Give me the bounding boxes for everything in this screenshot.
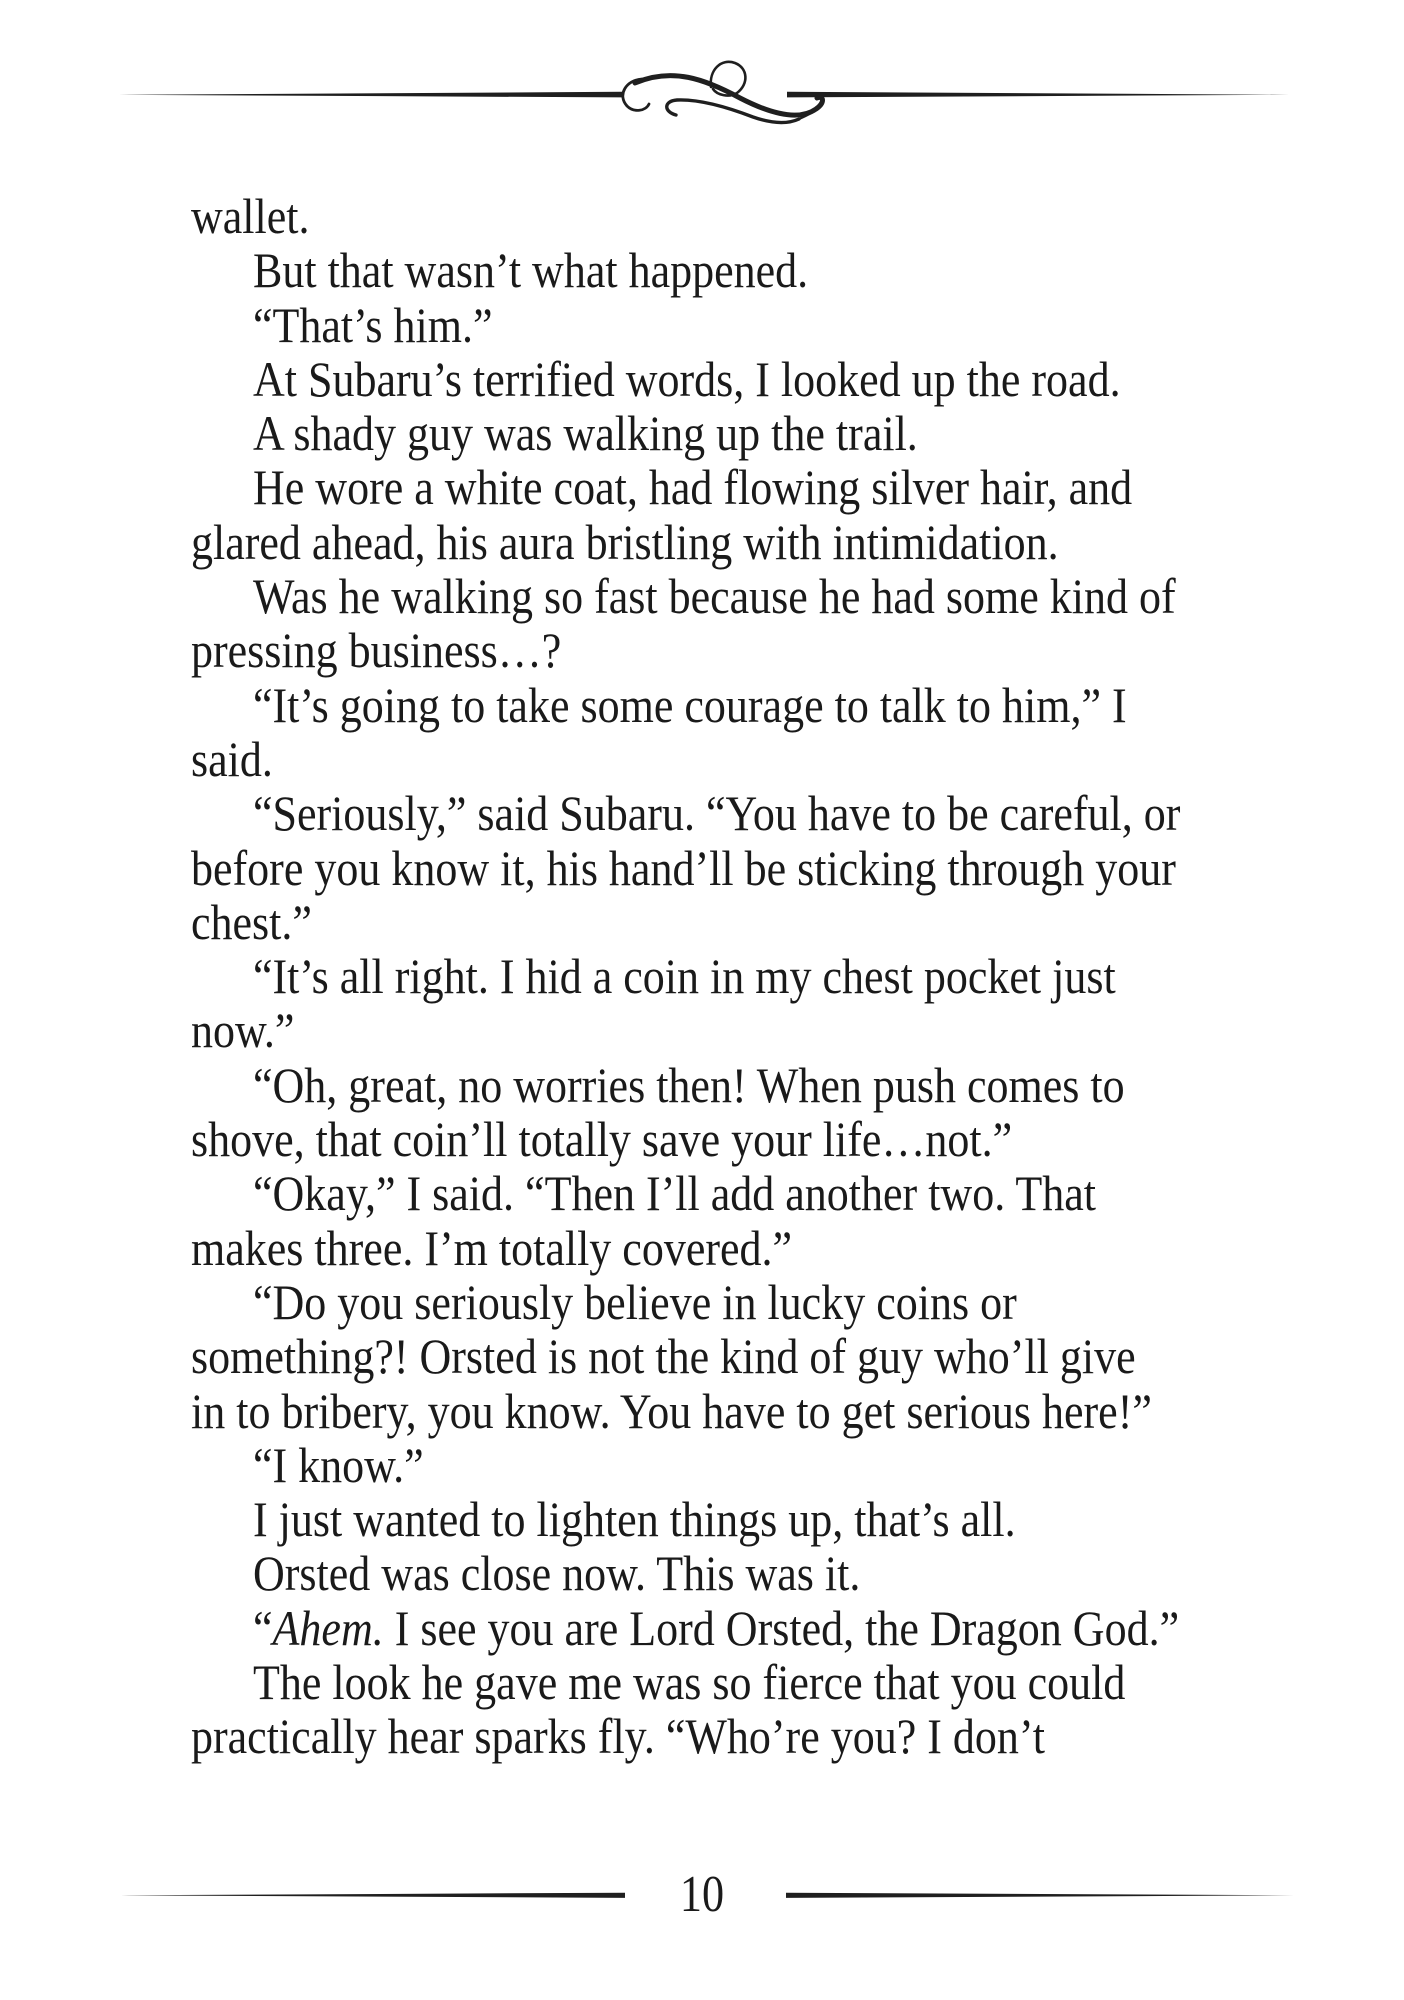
text-segment: At Subaru’s terrified words, I looked up the road.	[253, 350, 1121, 407]
text-segment: wallet.	[191, 188, 310, 244]
header-ornament	[0, 0, 1404, 150]
text-line	[253, 1166, 1144, 1220]
text-segment: chest.”	[191, 893, 312, 950]
text-line	[253, 949, 1144, 1003]
text-segment: before you know it, his hand’ll be sticking through your	[191, 839, 1176, 896]
text-line	[253, 1275, 1144, 1329]
text-segment: “It’s all right. I hid a coin in my chest pocket just	[253, 948, 1116, 1005]
text-line	[253, 1599, 1180, 1656]
page-number: 10	[679, 1866, 725, 1923]
text-line	[191, 1329, 1137, 1383]
text-segment: “	[253, 1599, 273, 1656]
text-segment: shove, that coin’ll totally save your life…not.”	[191, 1111, 1013, 1168]
text-segment: now.”	[191, 1002, 295, 1059]
text-segment-italic: Ahem.	[272, 1599, 384, 1656]
text-line	[253, 406, 1144, 460]
header-rule-left	[119, 92, 622, 98]
text-line	[253, 1058, 1144, 1112]
text-segment: The look he gave me was so fierce that you could	[253, 1654, 1126, 1711]
text-segment: makes three. I’m totally covered.”	[191, 1219, 793, 1276]
text-segment: But that wasn’t what happened.	[253, 242, 809, 299]
text-segment: I see you are Lord Orsted, the Dragon God.”	[383, 1599, 1180, 1656]
text-segment: I just wanted to lighten things up, that’s all.	[253, 1491, 1016, 1548]
text-line	[253, 243, 1144, 297]
text-segment: “Okay,” I said. “Then I’ll add another two. That	[253, 1165, 1097, 1222]
text-line	[191, 1221, 1137, 1275]
text-line	[253, 1655, 1144, 1709]
text-line	[253, 1546, 1144, 1600]
text-segment: “That’s him.”	[253, 296, 493, 353]
text-segment: “I know.”	[253, 1436, 424, 1493]
text-segment: He wore a white coat, had flowing silver hair, and	[253, 459, 1133, 516]
text-line	[253, 298, 1144, 352]
text-line	[191, 1112, 1137, 1166]
text-segment: A shady guy was walking up the trail.	[253, 405, 918, 462]
page-text	[191, 189, 1266, 1764]
text-segment: pressing business…?	[191, 622, 562, 679]
text-segment: “It’s going to take some courage to talk to him,” I	[253, 676, 1127, 733]
text-line	[253, 568, 1176, 625]
text-line	[253, 352, 1144, 406]
text-segment: glared ahead, his aura bristling with intimidation.	[191, 513, 1059, 570]
text-line	[253, 785, 1181, 842]
text-segment: “Oh, great, no worries then! When push comes to	[253, 1056, 1125, 1113]
text-line	[253, 460, 1144, 514]
text-line	[191, 1709, 1137, 1763]
text-segment: in to bribery, you know. You have to get serious here!”	[191, 1382, 1152, 1439]
text-line	[191, 623, 1137, 677]
text-segment: Was he walking so fast because he had some kind of	[253, 568, 1176, 625]
text-segment: practically hear sparks fly. “Who’re you? I don’t	[191, 1708, 1045, 1765]
text-line	[253, 1492, 1144, 1546]
text-line	[253, 678, 1144, 732]
text-line	[191, 189, 1137, 243]
text-line	[253, 1438, 1144, 1492]
text-segment: something?! Orsted is not the kind of guy who’ll give	[191, 1328, 1136, 1385]
text-line	[191, 839, 1176, 896]
text-segment: “Seriously,” said Subaru. “You have to be careful, or	[253, 785, 1181, 842]
text-segment: “Do you seriously believe in lucky coins or	[253, 1273, 1017, 1330]
text-line	[191, 895, 1137, 949]
text-line	[191, 515, 1137, 569]
text-line	[191, 1003, 1137, 1057]
header-rule-right	[787, 92, 1289, 98]
text-segment: said.	[191, 730, 273, 787]
text-line	[191, 1382, 1152, 1439]
text-segment: Orsted was close now. This was it.	[253, 1545, 861, 1602]
text-line	[191, 732, 1137, 786]
